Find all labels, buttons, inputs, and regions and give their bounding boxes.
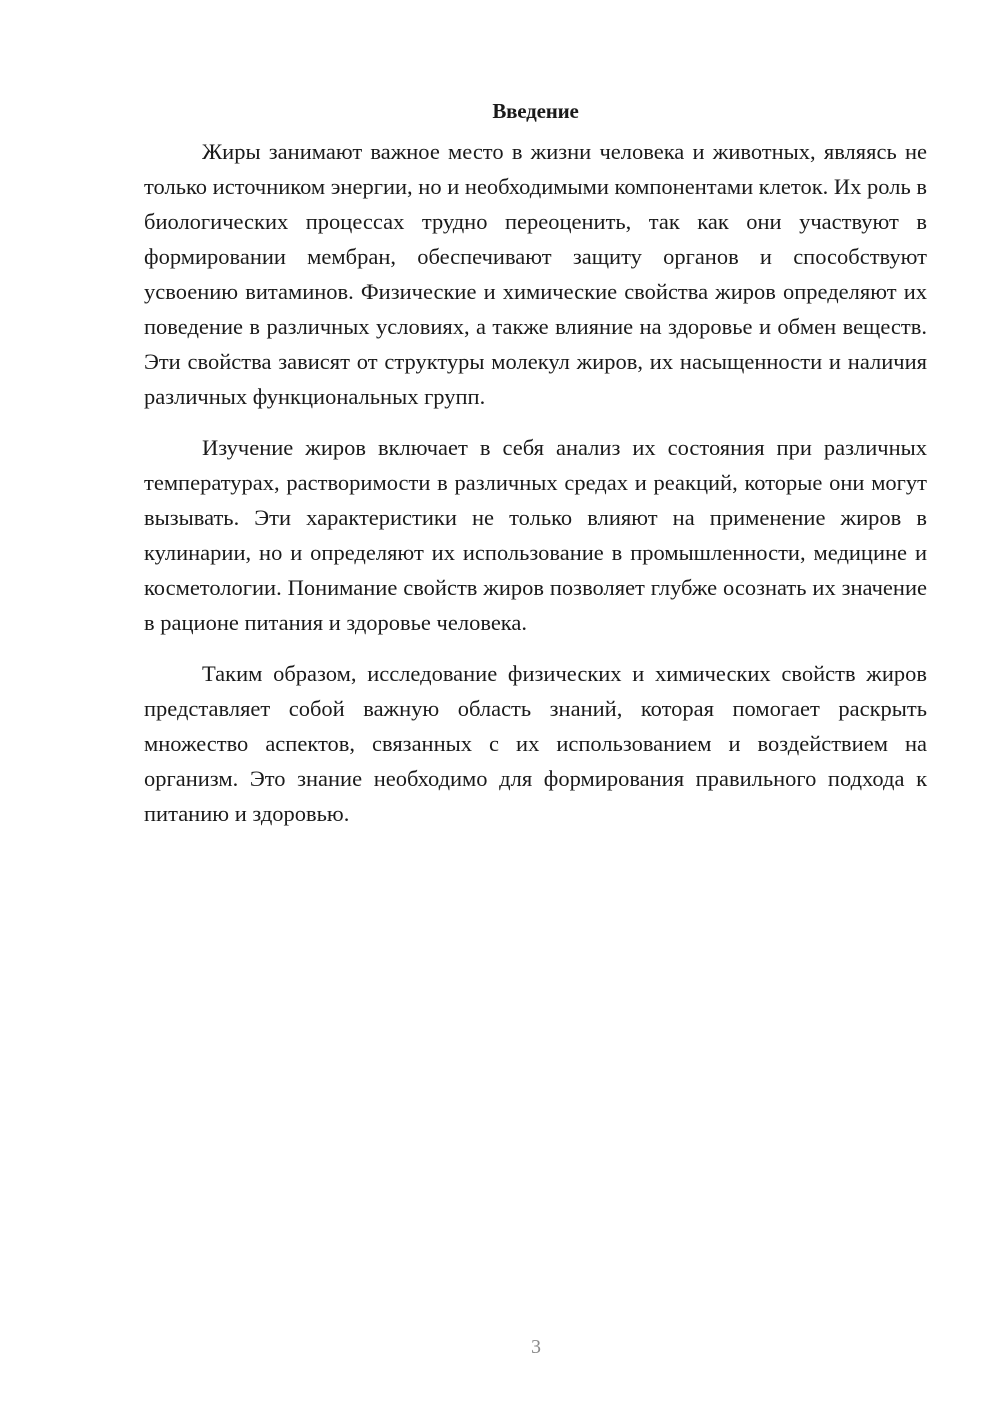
paragraph-1: Жиры занимают важное место в жизни человека и животных, являясь не только источником энергии, но и необходимыми компонентами клеток. Их роль в биологических процессах трудно переоценить, так как они участвуют в формировании мембран, обеспечивают защиту органов и способствуют усвоению витаминов. Физические и химические свойства жиров определяют их поведение в различных условиях, а также влияние на здоровье и обмен веществ. Эти свойства зависят от структуры молекул жиров, их насыщенности и наличия различных функциональных групп. xyxy=(144,139,927,409)
page-content xyxy=(144,96,927,847)
paragraph-3: Таким образом, исследование физических и химических свойств жиров представляет собой важную область знаний, которая помогает раскрыть множество аспектов, связанных с их использованием и воздействием на организм. Это знание необходимо для формирования правильного подхода к питанию и здоровью. xyxy=(144,661,927,826)
page-number: 3 xyxy=(531,1336,541,1358)
paragraph-2: Изучение жиров включает в себя анализ их состояния при различных температурах, растворимости в различных средах и реакций, которые они могут вызывать. Эти характеристики не только влияют на применение жиров в кулинарии, но и определяют их использование в промышленности, медицине и косметологии. Понимание свойств жиров позволяет глубже осознать их значение в рационе питания и здоровье человека. xyxy=(144,435,927,635)
section-heading: Введение xyxy=(492,99,579,123)
